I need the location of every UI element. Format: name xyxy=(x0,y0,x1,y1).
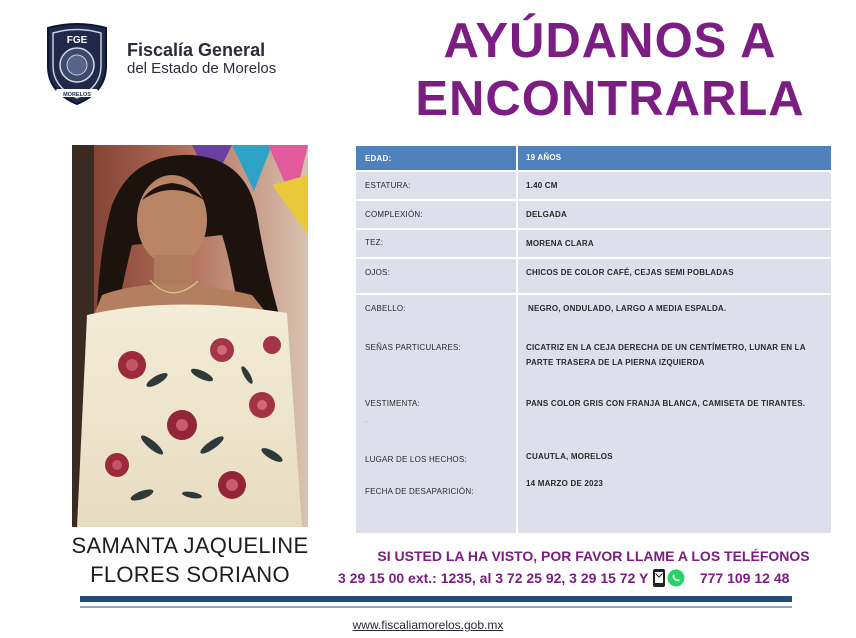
tez-value: MORENA CLARA xyxy=(526,239,594,248)
fecha-value: 14 MARZO DE 2023 xyxy=(526,479,604,488)
edad-value: 19 AÑOS xyxy=(526,153,562,162)
edad-label: EDAD: xyxy=(365,154,392,163)
whatsapp-icon xyxy=(667,570,684,587)
call-to-action: SI USTED LA HA VISTO, POR FAVOR LLAME A LOS TELÉFONOS xyxy=(377,548,810,564)
fecha-label: FECHA DE DESAPARICIÓN: xyxy=(365,487,474,496)
phone-numbers xyxy=(338,569,789,590)
lugar-value: CUAUTLA, MORELOS xyxy=(526,452,613,461)
cabello-label: CABELLO: xyxy=(365,304,406,313)
badge-text: FGE xyxy=(66,35,88,46)
phone-list: 3 29 15 00 ext.: 1235, al 3 72 25 92, 3 29 15 72 Y xyxy=(338,570,649,587)
info-row-tez xyxy=(356,230,831,257)
vestimenta-dot: . xyxy=(365,415,368,424)
info-row-edad xyxy=(356,146,831,170)
ojos-value: CHICOS DE COLOR CAFÉ, CEJAS SEMI POBLADAS xyxy=(526,268,734,277)
complexion-value: DELGADA xyxy=(526,210,567,219)
vestimenta-label: VESTIMENTA: xyxy=(365,399,420,408)
info-block-details xyxy=(356,295,831,533)
ojos-label: OJOS: xyxy=(365,268,391,277)
footer-bar xyxy=(80,596,792,602)
info-table xyxy=(356,146,831,533)
cabello-value: NEGRO, ONDULADO, LARGO A MEDIA ESPALDA. xyxy=(528,304,727,313)
missing-person-photo xyxy=(72,145,308,527)
info-row-estatura xyxy=(356,172,831,199)
organization-block xyxy=(127,40,276,78)
fge-badge-icon xyxy=(44,22,110,106)
tez-label: TEZ: xyxy=(365,238,384,247)
senas-value: CICATRIZ EN LA CEJA DERECHA DE UN CENTÍMETRO, LUNAR EN LA PARTE TRASERA DE LA PIERNA IZQUIERDA xyxy=(526,343,806,367)
whatsapp-number: 777 109 12 48 xyxy=(699,570,790,587)
phone-mail-icon xyxy=(653,569,665,587)
complexion-label: COMPLEXIÓN: xyxy=(365,210,423,219)
column-divider xyxy=(516,146,518,533)
organization-name: Fiscalía General xyxy=(127,40,266,60)
lugar-label: LUGAR DE LOS HECHOS: xyxy=(365,455,467,464)
footer-thin-bar xyxy=(80,606,792,608)
vestimenta-value: PANS COLOR GRIS CON FRANJA BLANCA, CAMISETA DE TIRANTES. xyxy=(526,399,806,408)
estatura-value: 1.40 CM xyxy=(526,181,558,190)
estatura-label: ESTATURA: xyxy=(365,181,411,190)
headline-line-1: AYÚDANOS A xyxy=(443,14,777,68)
info-row-ojos xyxy=(356,259,831,293)
person-name-line-2: FLORES SORIANO xyxy=(90,562,290,587)
senas-label: SEÑAS PARTICULARES: xyxy=(365,343,461,352)
person-name-line-1: SAMANTA JAQUELINE xyxy=(71,533,309,558)
info-row-complexion xyxy=(356,201,831,228)
headline-line-2: ENCONTRARLA xyxy=(415,72,805,126)
organization-subtitle: del Estado de Morelos xyxy=(127,60,277,77)
website-link[interactable]: www.fiscaliamorelos.gob.mx xyxy=(352,618,504,632)
badge-bottom-text: MORELOS xyxy=(63,92,91,98)
headline xyxy=(380,12,840,128)
person-name xyxy=(40,531,340,589)
